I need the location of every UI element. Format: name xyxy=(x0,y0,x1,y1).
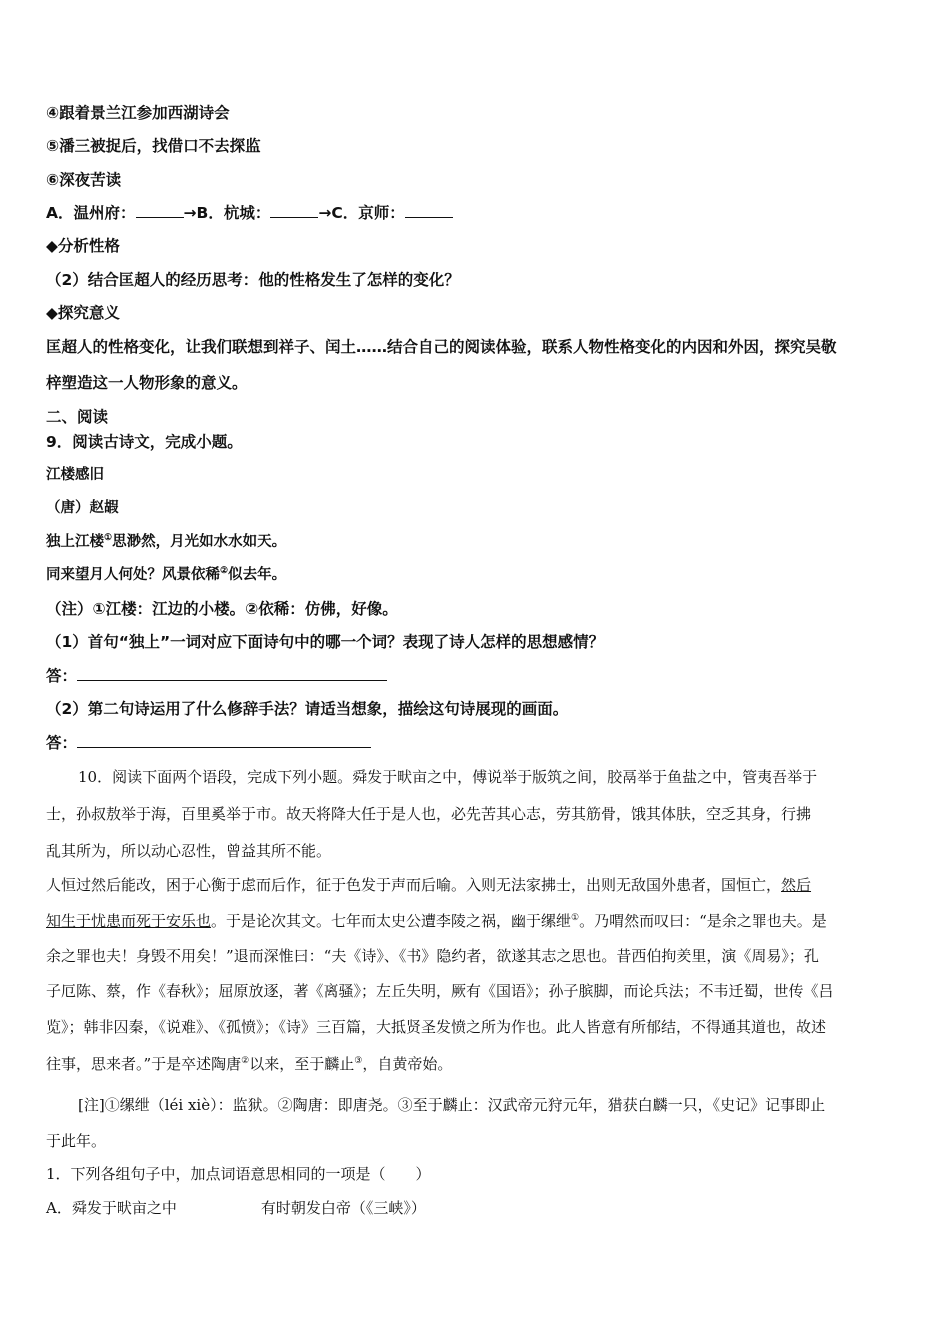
question-10-text-3: 乱其所为，所以动心忍性，曾益其所不能。 xyxy=(46,842,332,860)
passage-text: 。于是论次其文。七年而太史公遭李陵之祸，幽于缧绁 xyxy=(211,912,572,930)
footnote-mark: ① xyxy=(571,913,580,923)
poem-line-2 xyxy=(46,563,286,584)
poem-note: （注）①江楼：江边的小楼。②依稀：仿佛，好像。 xyxy=(46,600,398,618)
underlined-text: 然后 xyxy=(781,876,812,894)
order-line xyxy=(46,201,453,223)
question-10-text-1: 10．阅读下面两个语段，完成下列小题。舜发于畎亩之中，傅说举于版筑之间，胶鬲举于鱼盐之中，管夷吾举于 xyxy=(78,768,818,786)
mc-question-1: 1．下列各组句子中，加点词语意思相同的一项是（ ） xyxy=(46,1165,431,1183)
passage-2-line-5: 览》；韩非囚秦，《说难》、《孤愤》；《诗》三百篇，大抵贤圣发愤之所为作也。此人皆意有所郁结，不得通其道也，故述 xyxy=(46,1018,827,1036)
blank-c[interactable] xyxy=(405,217,453,218)
part2-heading: 二、阅读 xyxy=(46,408,109,426)
poem-author: （唐）赵嘏 xyxy=(46,499,119,516)
passage-2-line-1 xyxy=(46,874,811,895)
order-a-label: A．温州府： xyxy=(46,204,136,222)
passage-note-1: [注]①缧绁（léi xiè）：监狱。②陶唐：即唐尧。③至于麟止：汉武帝元狩元年，猎获白麟一只，《史记》记事即止 xyxy=(78,1096,826,1114)
question-2: （2）结合匡超人的经历思考：他的性格发生了怎样的变化？ xyxy=(46,271,460,289)
answer-label: 答： xyxy=(46,734,78,752)
passage-text: 人恒过然后能改，困于心衡于虑而后作，征于色发于声而后喻。入则无法家拂士，出则无敌国外患者，国恒亡， xyxy=(46,876,782,894)
answer-blank-1[interactable] xyxy=(77,680,387,681)
poem-line-1-text: 独上江楼 xyxy=(46,533,104,550)
poem-line-1-rest: 思渺然，月光如水水如天。 xyxy=(112,533,287,550)
poem-title: 江楼感旧 xyxy=(46,466,104,483)
passage-2-line-6 xyxy=(46,1053,452,1074)
option-a-right: 有时朝发白帝（《三峡》） xyxy=(260,1199,426,1217)
passage-text: 。乃喟然而叹曰：“是余之罪也夫。是 xyxy=(579,912,827,930)
footnote-mark: ② xyxy=(241,1056,250,1066)
question-10-text-2: 士，孙叔敖举于海，百里奚举于市。故天将降大任于是人也，必先苦其心志，劳其筋骨，饿其体肤，空乏其身，行拂 xyxy=(46,805,812,823)
footnote-mark: ① xyxy=(104,533,113,544)
order-c-label: C．京师： xyxy=(331,204,405,222)
passage-text: ，自黄帝始。 xyxy=(362,1055,453,1073)
answer-line-2 xyxy=(46,731,371,753)
section-explore-heading: ◆探究意义 xyxy=(46,304,120,322)
poem-line-1 xyxy=(46,530,286,551)
poem-line-2-rest: 似去年。 xyxy=(228,566,287,583)
passage-2-line-2 xyxy=(46,910,827,931)
blank-b[interactable] xyxy=(270,217,318,218)
order-b-label: B．杭城： xyxy=(196,204,271,222)
explore-text-1: 匡超人的性格变化，让我们联想到祥子、闰土……结合自己的阅读体验，联系人物性格变化的内因和外因，探究吴敬 xyxy=(46,338,837,356)
question-9-1: （1）首句“独上”一词对应下面诗句中的哪一个词？表现了诗人怎样的思想感情？ xyxy=(46,633,605,651)
arrow-icon: → xyxy=(183,204,197,222)
passage-text: 往事，思来者。”于是卒述陶唐 xyxy=(46,1055,242,1073)
passage-text: 以来，至于麟止 xyxy=(249,1055,355,1073)
answer-blank-2[interactable] xyxy=(77,747,371,748)
question-9-intro: 9．阅读古诗文，完成小题。 xyxy=(46,433,243,451)
mc-option-a[interactable] xyxy=(46,1197,426,1218)
answer-label: 答： xyxy=(46,667,78,685)
passage-2-line-4: 子厄陈、蔡，作《春秋》；屈原放逐，著《离骚》；左丘失明，厥有《国语》；孙子膑脚，而论兵法；不韦迁蜀，世传《吕 xyxy=(46,982,834,1000)
footnote-mark: ③ xyxy=(354,1056,363,1066)
underlined-text: 知生于忧患而死于安乐也 xyxy=(46,912,212,930)
explore-text-2: 梓塑造这一人物形象的意义。 xyxy=(46,374,248,392)
option-item-5: ⑤潘三被捉后，找借口不去探监 xyxy=(46,137,261,155)
question-9-2: （2）第二句诗运用了什么修辞手法？请适当想象，描绘这句诗展现的画面。 xyxy=(46,700,569,718)
answer-line-1 xyxy=(46,664,387,686)
passage-2-line-3: 余之罪也夫！身毁不用矣！”退而深惟曰：“夫《诗》、《书》隐约者，欲遂其志之思也。昔西伯拘羑里，演《周易》；孔 xyxy=(46,947,819,965)
poem-line-2-text: 同来望月人何处？风景依稀 xyxy=(46,566,220,583)
option-a-left: A．舜发于畎亩之中 xyxy=(46,1199,177,1217)
option-item-4: ④跟着景兰江参加西湖诗会 xyxy=(46,104,230,122)
arrow-icon: → xyxy=(318,204,332,222)
blank-a[interactable] xyxy=(136,217,184,218)
section-analyze-heading: ◆分析性格 xyxy=(46,237,120,255)
passage-note-2: 于此年。 xyxy=(46,1132,107,1150)
option-item-6: ⑥深夜苦读 xyxy=(46,171,122,189)
footnote-mark: ② xyxy=(220,566,229,577)
